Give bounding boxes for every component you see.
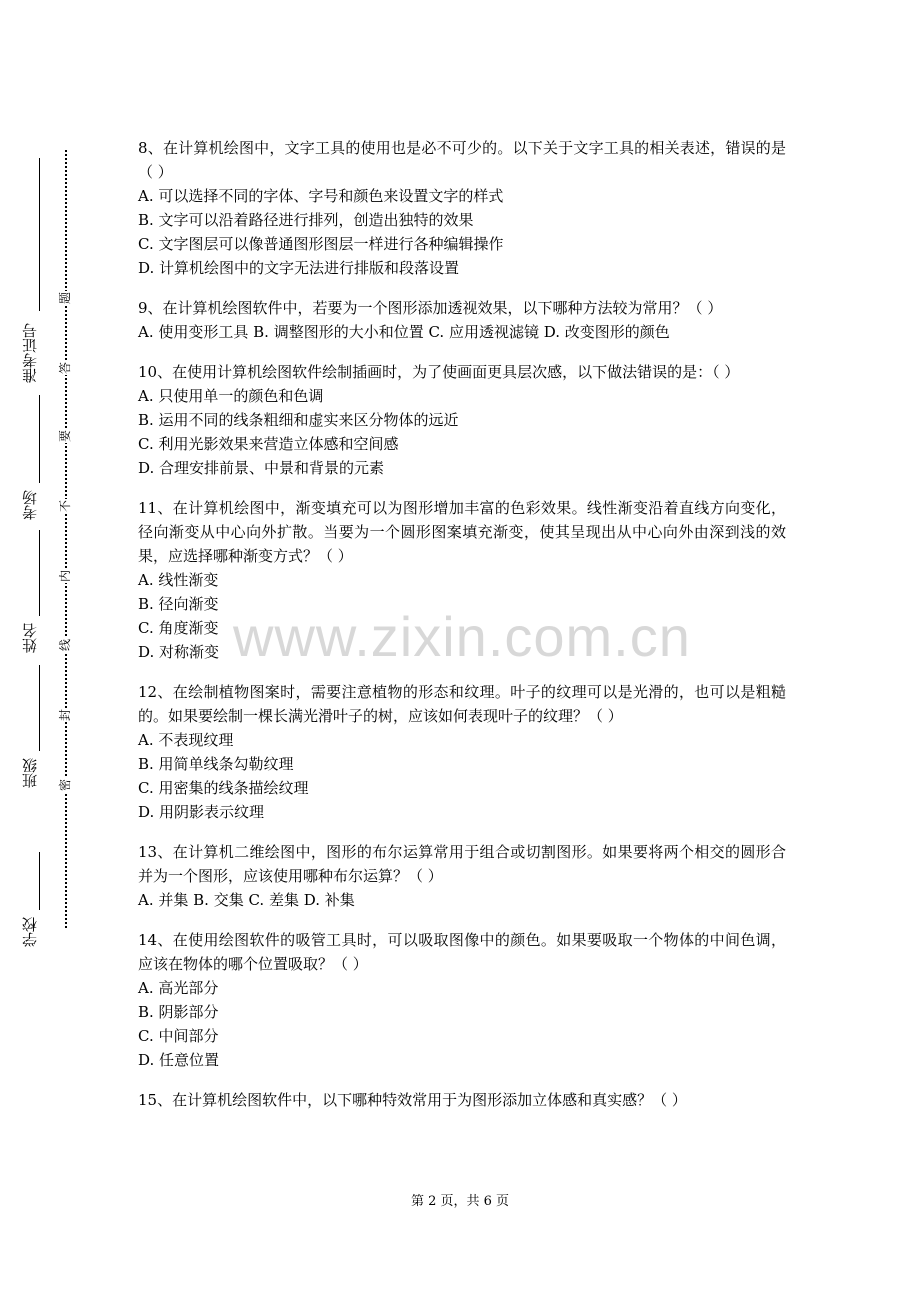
admission-number-field xyxy=(20,158,46,393)
option-d: D. 任意位置 xyxy=(138,1051,220,1069)
question-stem: 13、在计算机二维绘图中，图形的布尔运算常用于组合或切割图形。如果要将两个相交的圆形合并为一个图形，应该使用哪种布尔运算？（ ） xyxy=(138,843,786,885)
name-label: 姓名 xyxy=(21,623,39,653)
option-c: C. 用密集的线条描绘纹理 xyxy=(138,779,309,797)
question-14 xyxy=(138,928,786,1072)
seal-char: 线 xyxy=(58,639,72,652)
seal-dotted-line xyxy=(65,150,67,928)
class-fill-line xyxy=(39,665,40,751)
seal-char: 密 xyxy=(58,779,72,792)
option-a: A. 不表现纹理 xyxy=(138,731,234,749)
option-c: C. 中间部分 xyxy=(138,1027,219,1045)
seal-char: 内 xyxy=(58,570,72,583)
seal-char: 封 xyxy=(58,709,72,722)
question-15 xyxy=(138,1088,786,1112)
question-stem: 11、在计算机绘图中，渐变填充可以为图形增加丰富的色彩效果。线性渐变沿着直线方向变化，径向渐变从中心向外扩散。当要为一个圆形图案填充渐变，使其呈现出从中心向外由深到浅的效果，应选择哪种渐变方式？（ ） xyxy=(138,499,786,565)
question-stem: 15、在计算机绘图软件中，以下哪种特效常用于为图形添加立体感和真实感？（ ） xyxy=(138,1091,687,1109)
option-c: C. 利用光影效果来营造立体感和空间感 xyxy=(138,435,399,453)
option-b: B. 文字可以沿着路径进行排列，创造出独特的效果 xyxy=(138,211,474,229)
option-b: B. 用简单线条勾勒纹理 xyxy=(138,755,294,773)
option-a: A. 只使用单一的颜色和色调 xyxy=(138,387,324,405)
question-8 xyxy=(138,136,786,280)
option-c: C. 文字图层可以像普通图形图层一样进行各种编辑操作 xyxy=(138,235,504,253)
admission-number-fill-line xyxy=(39,158,40,311)
name-field xyxy=(20,530,46,660)
option-a: A. 可以选择不同的字体、字号和颜色来设置文字的样式 xyxy=(138,187,504,205)
question-list xyxy=(138,136,786,1128)
option-b: B. 径向渐变 xyxy=(138,595,219,613)
option-b: B. 运用不同的线条粗细和虚实来区分物体的远近 xyxy=(138,411,459,429)
option-c: C. 角度渐变 xyxy=(138,619,219,637)
admission-number-label: 准考证号 xyxy=(21,323,39,383)
question-stem: 10、在使用计算机绘图软件绘制插画时，为了使画面更具层次感，以下做法错误的是：（ ） xyxy=(138,363,740,381)
watermark: www.zixin.com.cn xyxy=(233,605,691,668)
question-stem: 12、在绘制植物图案时，需要注意植物的形态和纹理。叶子的纹理可以是光滑的，也可以是粗糙的。如果要绘制一棵长满光滑叶子的树，应该如何表现叶子的纹理？（ ） xyxy=(138,683,786,725)
options-inline: A. 使用变形工具 B. 调整图形的大小和位置 C. 应用透视滤镜 D. 改变图形的颜色 xyxy=(138,323,670,341)
option-d: D. 用阴影表示纹理 xyxy=(138,803,265,821)
school-fill-line xyxy=(39,852,40,910)
option-d: D. 对称渐变 xyxy=(138,643,220,661)
page-number: 第 2 页，共 6 页 xyxy=(410,1194,510,1209)
school-label: 学校 xyxy=(21,917,39,947)
option-d: D. 计算机绘图中的文字无法进行排版和段落设置 xyxy=(138,259,460,277)
question-10 xyxy=(138,360,786,480)
school-field xyxy=(20,852,46,952)
question-11 xyxy=(138,496,786,664)
class-label: 班级 xyxy=(21,758,39,788)
question-stem: 9、在计算机绘图软件中，若要为一个图形添加透视效果，以下哪种方法较为常用？（ ） xyxy=(138,299,723,317)
exam-room-field xyxy=(20,395,46,527)
option-a: A. 线性渐变 xyxy=(138,571,219,589)
question-9 xyxy=(138,296,786,344)
exam-room-fill-line xyxy=(39,395,40,483)
name-fill-line xyxy=(39,530,40,616)
exam-room-label: 考场 xyxy=(21,490,39,520)
seal-char: 答 xyxy=(58,362,72,375)
option-b: B. 阴影部分 xyxy=(138,1003,219,1021)
question-stem: 14、在使用绘图软件的吸管工具时，可以吸取图像中的颜色。如果要吸取一个物体的中间色调，应该在物体的哪个位置吸取？（ ） xyxy=(138,931,786,973)
class-field xyxy=(20,665,46,795)
question-13 xyxy=(138,840,786,912)
option-a: A. 高光部分 xyxy=(138,979,219,997)
seal-char: 不 xyxy=(58,500,72,513)
option-d: D. 合理安排前景、中景和背景的元素 xyxy=(138,459,385,477)
binding-margin xyxy=(0,0,100,1302)
seal-char: 要 xyxy=(58,430,72,443)
question-12 xyxy=(138,680,786,824)
seal-char: 题 xyxy=(58,292,72,305)
options-inline: A. 并集 B. 交集 C. 差集 D. 补集 xyxy=(138,891,355,909)
question-stem: 8、在计算机绘图中，文字工具的使用也是必不可少的。以下关于文字工具的相关表述，错误的是（ ） xyxy=(138,139,786,181)
